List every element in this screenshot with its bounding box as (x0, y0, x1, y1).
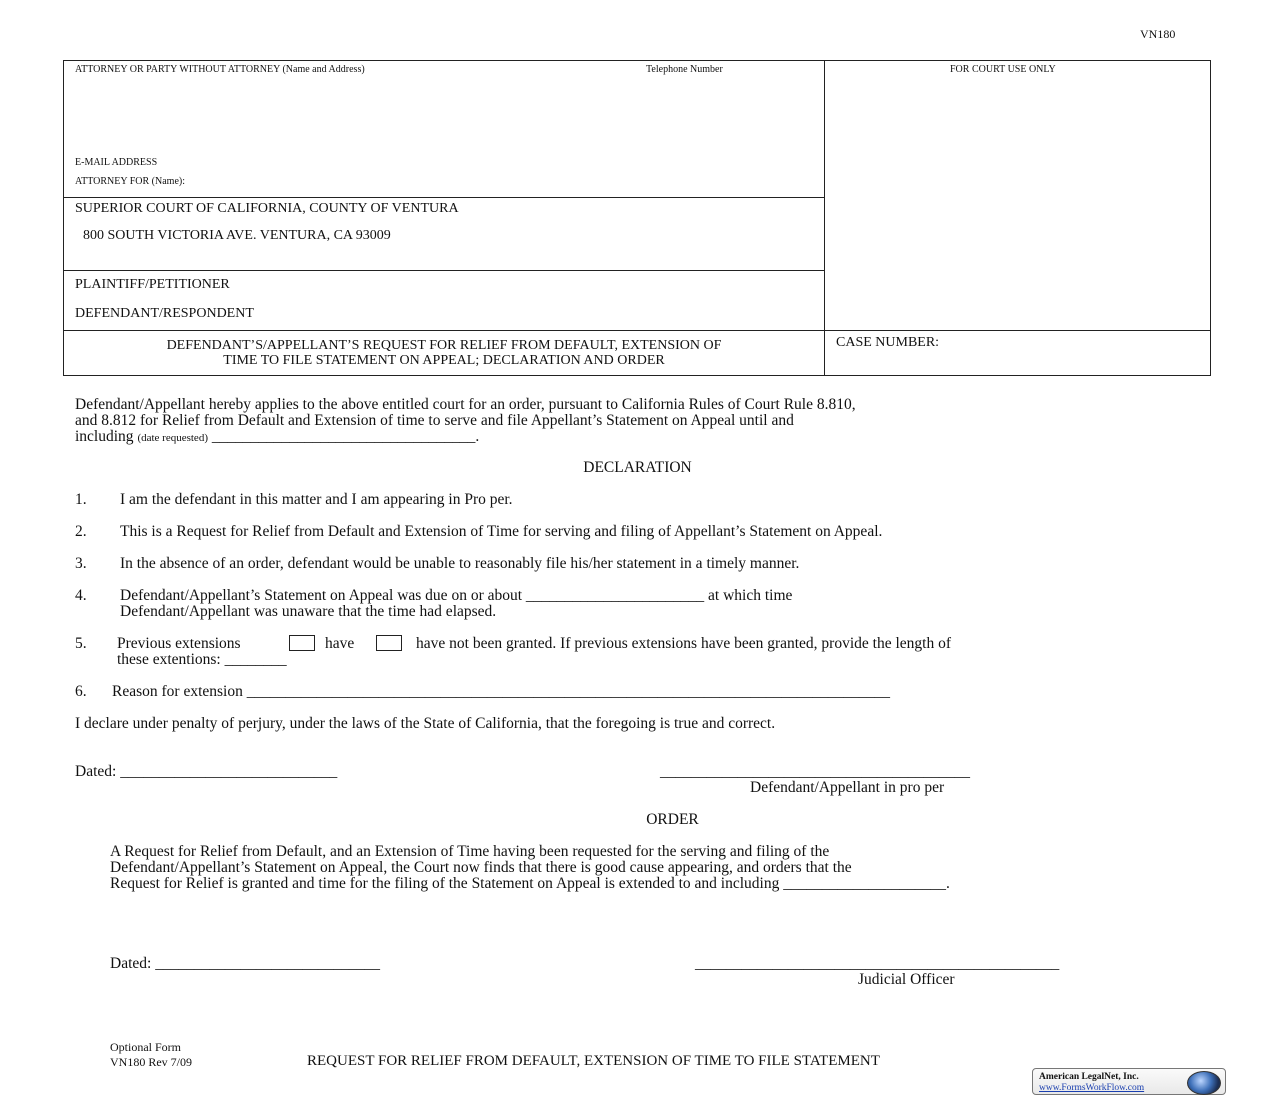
item-number: 2. (75, 523, 87, 540)
have-checkbox[interactable] (289, 635, 315, 651)
form-revision: VN180 Rev 7/09 (110, 1055, 192, 1069)
item-number: 1. (75, 491, 87, 508)
intro-line: and 8.812 for Relief from Default and Extension of time to serve and file Appellant’s Statement on Appeal until and (75, 412, 794, 429)
item-number: 6. (75, 683, 87, 700)
declaration-item: This is a Request for Relief from Default and Extension of Time for serving and filing of Appellant’s Statement on Appeal. (120, 523, 883, 540)
declaration-item: In the absence of an order, defendant would be unable to reasonably file his/her statement in a timely manner. (120, 555, 800, 572)
item-number: 3. (75, 555, 87, 572)
form-title (63, 338, 825, 368)
have-label: have (325, 635, 355, 652)
court-address: 800 SOUTH VICTORIA AVE. VENTURA, CA 93009 (83, 228, 391, 243)
logo-link[interactable]: www.FormsWorkFlow.com (1039, 1083, 1145, 1093)
american-legalnet-logo[interactable] (1032, 1068, 1226, 1095)
plaintiff-label: PLAINTIFF/PETITIONER (75, 277, 230, 292)
attorney-for-label: ATTORNEY FOR (Name): (75, 176, 185, 187)
optional-form-label: Optional Form (110, 1040, 181, 1054)
extension-length-field[interactable]: these extentions: ________ (117, 651, 287, 668)
judicial-officer-label: Judicial Officer (858, 971, 955, 988)
logo-company: American LegalNet, Inc. (1039, 1072, 1139, 1082)
form-code: VN180 (1140, 27, 1176, 41)
court-name: SUPERIOR COURT OF CALIFORNIA, COUNTY OF VENTURA (75, 201, 459, 216)
penalty-statement: I declare under penalty of perjury, under the laws of the State of California, that the foregoing is true and correct. (75, 715, 776, 732)
intro-line: Defendant/Appellant hereby applies to the above entitled court for an order, pursuant to California Rules of Court Rule 8.810, (75, 396, 856, 413)
declaration-item[interactable]: Defendant/Appellant’s Statement on Appeal was due on or about _______________________ at which time (120, 587, 793, 604)
defendant-signature-label: Defendant/Appellant in pro per (750, 779, 945, 796)
intro-prefix: including (75, 428, 138, 445)
previous-extensions-label: Previous extensions (117, 635, 241, 652)
caption-divider (824, 60, 825, 376)
case-number-label: CASE NUMBER: (836, 335, 940, 350)
defendant-signature-line[interactable]: ________________________________________ (660, 763, 970, 780)
declaration-item: I am the defendant in this matter and I am appearing in Pro per. (120, 491, 513, 508)
caption-box (63, 60, 1211, 376)
have-not-label: have not been granted. If previous extensions have been granted, provide the length of (416, 635, 951, 652)
intro-line (75, 429, 479, 446)
order-line: Defendant/Appellant’s Statement on Appeal, the Court now finds that there is good cause appearing, and orders that the (110, 859, 852, 876)
reason-for-extension-field[interactable]: Reason for extension ___________________________________________________________________________________ (112, 683, 890, 700)
order-line: A Request for Relief from Default, and an Extension of Time having been requested for the serving and filing of the (110, 843, 830, 860)
defendant-label: DEFENDANT/RESPONDENT (75, 306, 254, 321)
item-number: 5. (75, 635, 87, 652)
declaration-dated-field[interactable]: Dated: ____________________________ (75, 763, 338, 780)
caption-rule (63, 270, 825, 271)
order-heading: ORDER (646, 811, 699, 828)
order-line[interactable]: Request for Relief is granted and time for the filing of the Statement on Appeal is extended to and including _____________________. (110, 875, 950, 892)
have-not-checkbox[interactable] (376, 635, 402, 651)
court-use-label: FOR COURT USE ONLY (950, 64, 1056, 75)
form-title-line: TIME TO FILE STATEMENT ON APPEAL; DECLARATION AND ORDER (223, 353, 665, 368)
globe-icon (1187, 1071, 1221, 1095)
telephone-label: Telephone Number (646, 64, 723, 75)
declaration-heading: DECLARATION (583, 459, 692, 476)
judicial-signature-line[interactable]: _______________________________________________ (695, 955, 1060, 972)
declaration-item-continued: Defendant/Appellant was unaware that the time had elapsed. (120, 603, 497, 620)
email-label: E-MAIL ADDRESS (75, 157, 158, 168)
item-number: 4. (75, 587, 87, 604)
caption-rule (63, 330, 1211, 331)
date-requested-label: (date requested) (137, 432, 208, 444)
date-requested-blank[interactable]: __________________________________. (207, 428, 480, 445)
caption-rule (63, 197, 825, 198)
form-title-line: DEFENDANT’S/APPELLANT’S REQUEST FOR RELIEF FROM DEFAULT, EXTENSION OF (166, 338, 722, 353)
order-dated-field[interactable]: Dated: _____________________________ (110, 955, 380, 972)
footer-title: REQUEST FOR RELIEF FROM DEFAULT, EXTENSION OF TIME TO FILE STATEMENT (307, 1053, 880, 1069)
attorney-label: ATTORNEY OR PARTY WITHOUT ATTORNEY (Name and Address) (75, 64, 365, 75)
